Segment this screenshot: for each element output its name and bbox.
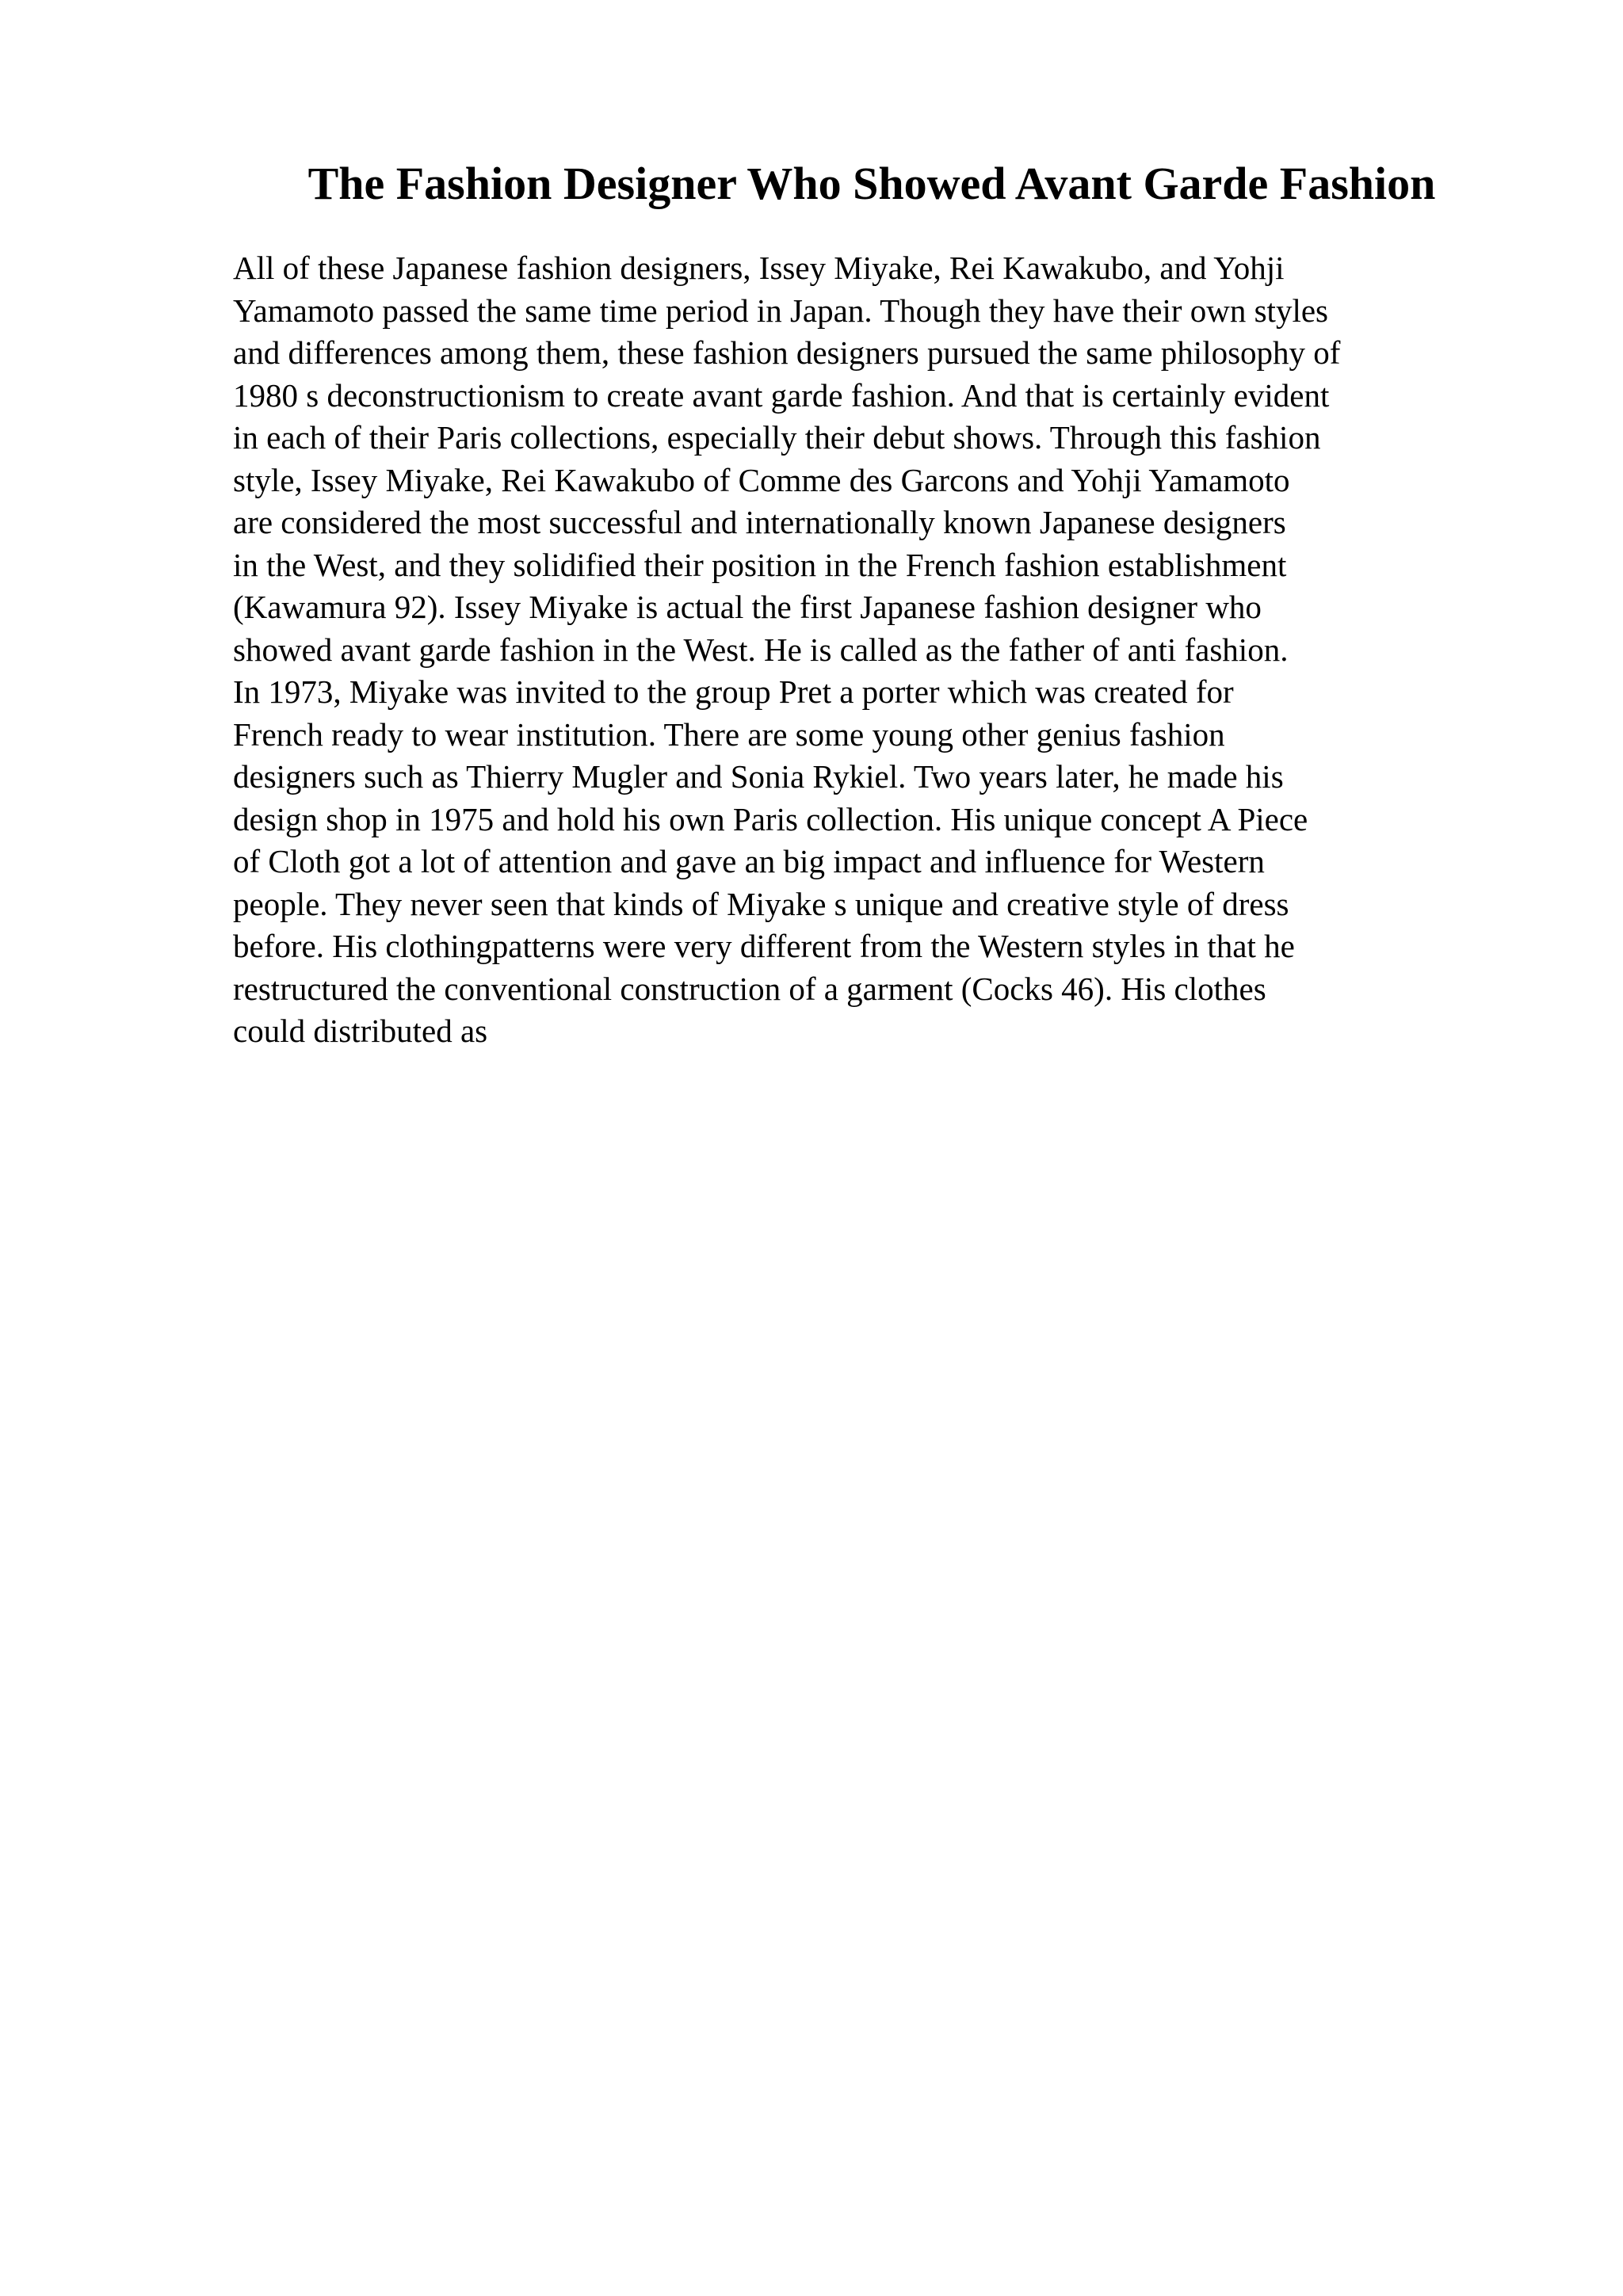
body-line: designers such as Thierry Mugler and Sonia Rykiel. Two years later, he made his [233, 758, 1284, 795]
body-paragraph [233, 247, 1580, 1053]
body-line: In 1973, Miyake was invited to the group Pret a porter which was created for [233, 673, 1234, 710]
body-line: (Kawamura 92). Issey Miyake is actual the first Japanese fashion designer who [233, 589, 1262, 625]
body-line: are considered the most successful and internationally known Japanese designers [233, 504, 1286, 540]
document-title: The Fashion Designer Who Showed Avant Garde Fashion [307, 158, 1436, 209]
body-line: in the West, and they solidified their position in the French fashion establishment [233, 546, 1287, 583]
body-line: Yamamoto passed the same time period in Japan. Though they have their own styles [233, 292, 1328, 329]
body-line: people. They never seen that kinds of Miyake s unique and creative style of dress [233, 885, 1289, 922]
body-line: restructured the conventional construction of a garment (Cocks 46). His clothes [233, 970, 1266, 1007]
body-line: design shop in 1975 and hold his own Paris collection. His unique concept A Piece [233, 800, 1308, 837]
body-line: showed avant garde fashion in the West. He is called as the father of anti fashion. [233, 631, 1289, 668]
body-line: before. His clothingpatterns were very different from the Western styles in that he [233, 928, 1295, 964]
body-line: French ready to wear institution. There are some young other genius fashion [233, 715, 1225, 753]
body-line: 1980 s deconstructionism to create avant garde fashion. And that is certainly evident [233, 376, 1330, 414]
body-line: of Cloth got a lot of attention and gave an big impact and influence for Western [233, 843, 1265, 879]
body-line: in each of their Paris collections, especially their debut shows. Through this fashion [233, 419, 1321, 456]
body-line: All of these Japanese fashion designers, Issey Miyake, Rei Kawakubo, and Yohji [233, 250, 1285, 286]
body-line: could distributed as [233, 1013, 488, 1049]
body-line: style, Issey Miyake, Rei Kawakubo of Comme des Garcons and Yohji Yamamoto [233, 461, 1290, 498]
body-line: and differences among them, these fashion designers pursued the same philosophy of [233, 334, 1341, 371]
